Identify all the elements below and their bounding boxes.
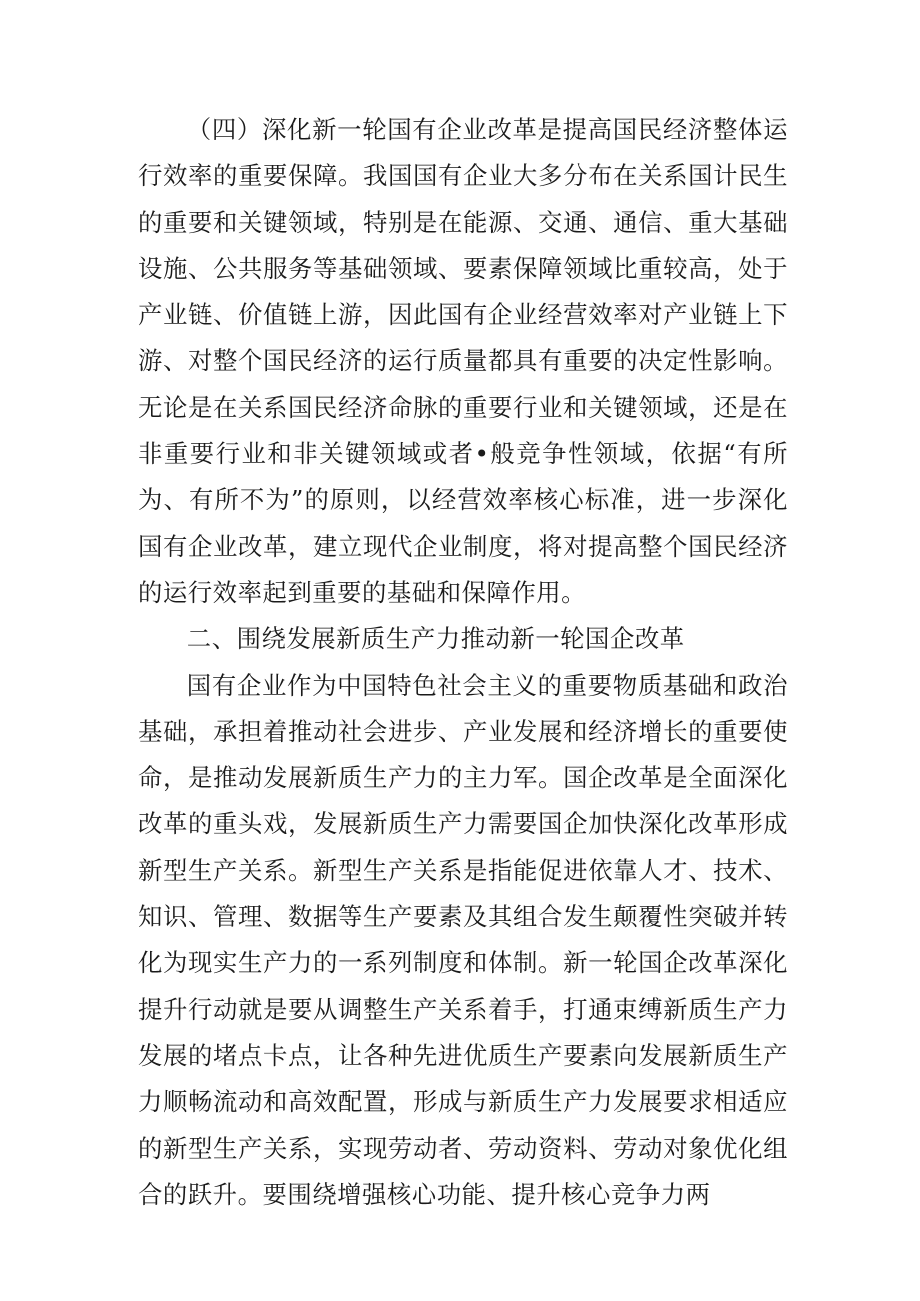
paragraph-state-enterprise-efficiency: （四）深化新一轮国有企业改革是提高国民经济整体运行效率的重要保障。我国国有企业大多分布在关系国计民生的重要和关键领域，特别是在能源、交通、通信、重大基础设施、公共服务等基础领域、要素保障领域比重较高，处于产业链、价值链上游，因此国有企业经营效率对产业链上下游、对整个国民经济的运行质量都具有重要的决定性影响。无论是在关系国民经济命脉的重要行业和关键领域，还是在非重要行业和非关键领域或者•般竞争性领域，依据“有所为、有所不为”的原则，以经营效率核心标准，进一步深化国有企业改革，建立现代企业制度，将对提高整个国民经济的运行效率起到重要的基础和保障作用。 xyxy=(138,115,788,607)
document-body xyxy=(138,107,788,1218)
paragraph-new-productive-forces: 国有企业作为中国特色社会主义的重要物质基础和政治基础，承担着推动社会进步、产业发展和经济增长的重要使命，是推动发展新质生产力的主力军。国企改革是全面深化改革的重头戏，发展新质生产力需要国企加快深化改革形成新型生产关系。新型生产关系是指能促进依靠人才、技术、知识、管理、数据等生产要素及其组合发生颠覆性突破并转化为现实生产力的一系列制度和体制。新一轮国企改革深化提升行动就是要从调整生产关系着手，打通束缚新质生产力发展的堵点卡点，让各种先进优质生产要素向发展新质生产力顺畅流动和高效配置，形成与新质生产力发展要求相适应的新型生产关系，实现劳动者、劳动资料、劳动对象优化组合的跃升。要围绕增强核心功能、提升核心竞争力两 xyxy=(138,670,788,1209)
section-heading: 二、围绕发展新质生产力推动新一轮国企改革 xyxy=(186,624,685,654)
